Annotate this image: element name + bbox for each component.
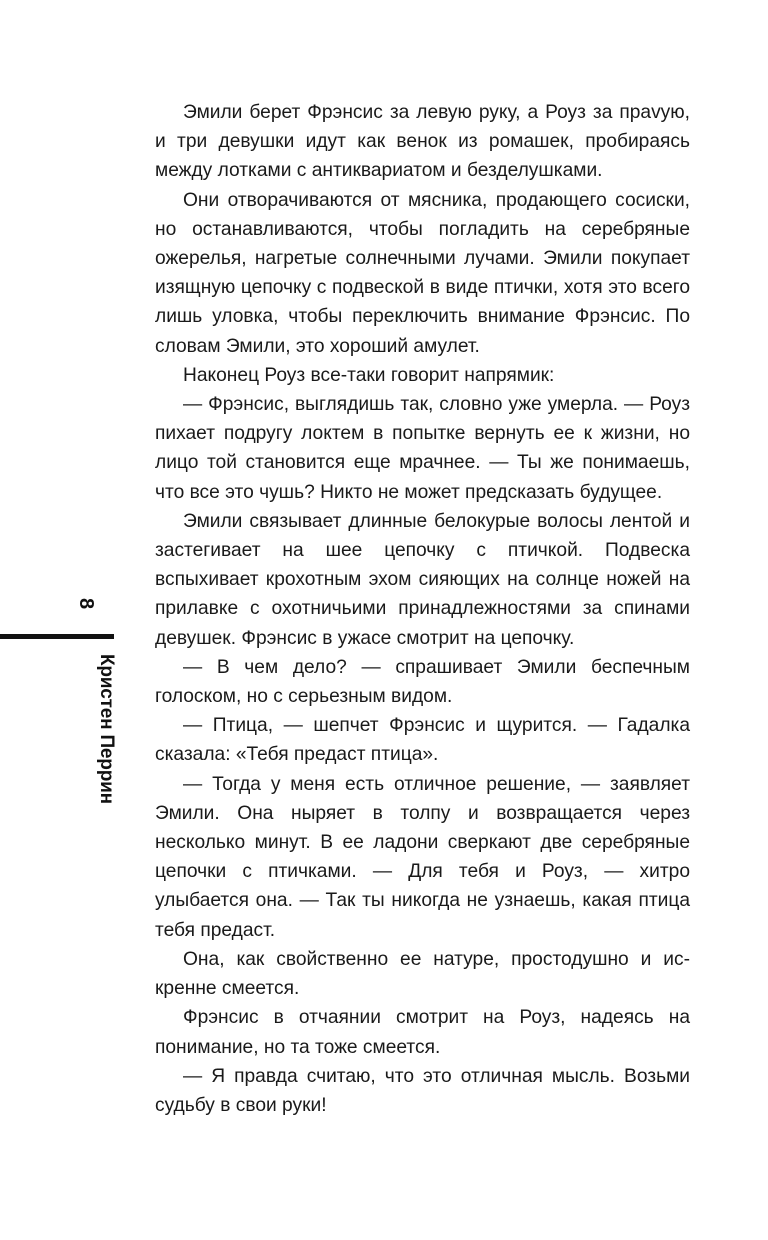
- paragraph: — Птица, — шепчет Фрэнсис и щурится. — Гадалка сказала: «Тебя предаст птица».: [155, 715, 690, 766]
- page-number: 8: [75, 598, 97, 610]
- folio-rule: [0, 634, 114, 639]
- paragraph: Эмили берет Фрэнсис за левую руку, а Роуз за праvую, и три девушки идут как венок из ромашек, пробираясь между лотками с антиквариатом и безделушками.: [155, 102, 690, 182]
- body-text: [155, 98, 690, 1120]
- paragraph: Они отворачиваются от мясника, продающего сосиски, но останавливаются, чтобы погладить на серебряные ожерелья, нагретые солнечными лучами. Эмили покупает изящную цепочку с подвеской в виде птички, хотя это всего лишь уловка, чтобы переключить внимание Фрэнсис. По словам Эмили, это хороший амулет.: [155, 189, 690, 357]
- paragraph: — В чем дело? — спрашивает Эмили беспечным голоском, но с серьезным видом.: [155, 656, 690, 708]
- paragraph: — Я правда считаю, что это отличная мысль. Возьми судьбу в свои руки!: [155, 1065, 690, 1116]
- paragraph: — Тогда у меня есть отличное решение, — заявляет Эмили. Она ныряет в толпу и возвращается через несколько минут. В ее ладони сверкают две серебряные цепочки с птичками. — Для тебя и Роуз, — хитро улыбается она. — Так ты никогда не узнаешь, какая птица тебя предаст.: [155, 773, 690, 941]
- running-head-author: Кристен Перрин: [96, 654, 117, 804]
- paragraph: Фрэнсис в отчаянии смотрит на Роуз, надеясь на понимание, но та тоже смеется.: [155, 1007, 690, 1058]
- paragraph: Наконец Роуз все-таки говорит напрямик:: [183, 364, 555, 386]
- paragraph: Она, как свойственно ее натуре, простодушно и искренне смеется.: [155, 948, 690, 1000]
- paragraph: — Фрэнсис, выглядишь так, словно уже умерла. — Роуз пихает подругу локтем в попытке вернуть ее к жизни, но лицо той становится еще мрачнее. — Ты же понимаешь, что все это чушь? Никто не может предсказать будущее.: [155, 394, 690, 503]
- paragraph: Эмили связывает длинные белокурые волосы лентой и застегивает на шее цепочку с птичкой. Подвеска вспыхивает крохотным эхом сияющих на солнце ножей на прилавке с охотничьими принадлежностями за спинами девушек. Фрэнсис в ужасе смотрит на цепочку.: [155, 510, 690, 649]
